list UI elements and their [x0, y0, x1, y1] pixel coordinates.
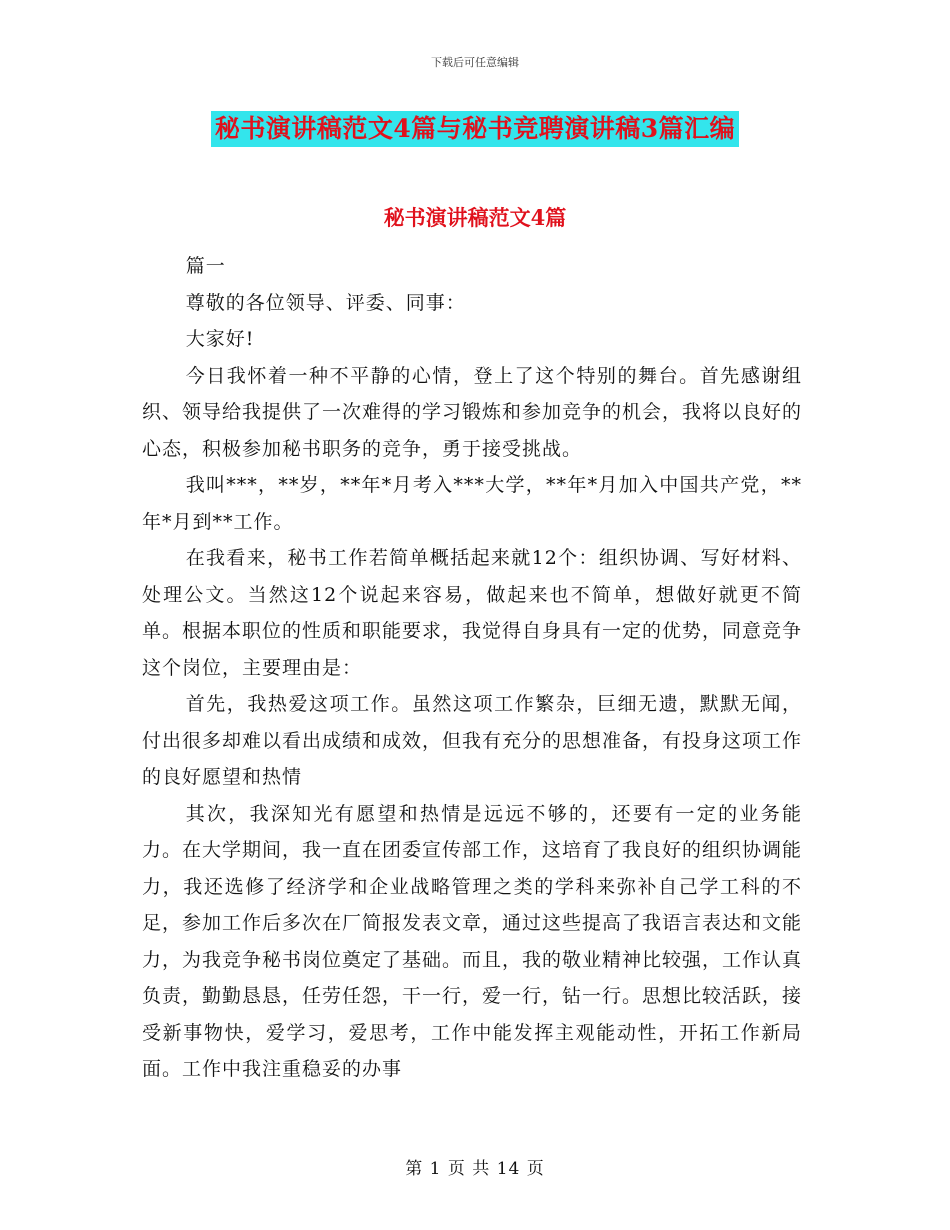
page-number-footer: 第 1 页 共 14 页: [405, 1159, 545, 1179]
paragraph-section-label: 篇一: [185, 255, 226, 277]
document-body: [142, 248, 802, 1088]
document-title: 秘书演讲稿范文4篇与秘书竞聘演讲稿3篇汇编: [211, 111, 739, 147]
paragraph-salutation: 尊敬的各位领导、评委、同事：: [185, 291, 466, 314]
paragraph-opening: 今日我怀着一种不平静的心情，登上了这个特别的舞台。首先感谢组织、领导给我提供了一次难得的学习锻炼和参加竞争的机会，我将以良好的心态，积极参加秘书职务的竞争，勇于接受挑战。: [142, 364, 803, 460]
paragraph-greeting: 大家好!: [185, 328, 255, 350]
paragraph-reason-first: 首先，我热爱这项工作。虽然这项工作繁杂，巨细无遗，默默无闻，付出很多却难以看出成绩和成效，但我有充分的思想准备，有投身这项工作的良好愿望和热情: [142, 693, 803, 788]
paragraph-reason-second: 其次，我深知光有愿望和热情是远远不够的，还要有一定的业务能力。在大学期间，我一直在团委宣传部工作，这培育了我良好的组织协调能力，我还选修了经济学和企业战略管理之类的学科来弥补自己学工科的不足，参加工作后多次在厂简报发表文章，通过这些提高了我语言表达和文能力，为我竞争秘书岗位奠定了基础。而且，我的敬业精神比较强，工作认真负责，勤勤恳恳，任劳任怨，干一行，爱一行，钻一行。思想比较活跃，接受新事物快，爱学习，爱思考，工作中能发挥主观能动性，开拓工作新局面。工作中我注重稳妥的办事: [142, 802, 803, 1080]
paragraph-job-summary: 在我看来，秘书工作若简单概括起来就12个：组织协调、写好材料、处理公文。当然这12个说起来容易，做起来也不简单，想做好就更不简单。根据本职位的性质和职能要求，我觉得自身具有一定的优势，同意竞争这个岗位，主要理由是：: [142, 547, 803, 679]
header-note: 下载后可任意编辑: [431, 56, 519, 69]
paragraph-self-intro: 我叫***，**岁，**年*月考入***大学，**年*月加入中国共产党，**年*月到**工作。: [142, 474, 802, 533]
main-title-wrap: [0, 111, 950, 147]
section-title: 秘书演讲稿范文4篇: [383, 205, 567, 230]
